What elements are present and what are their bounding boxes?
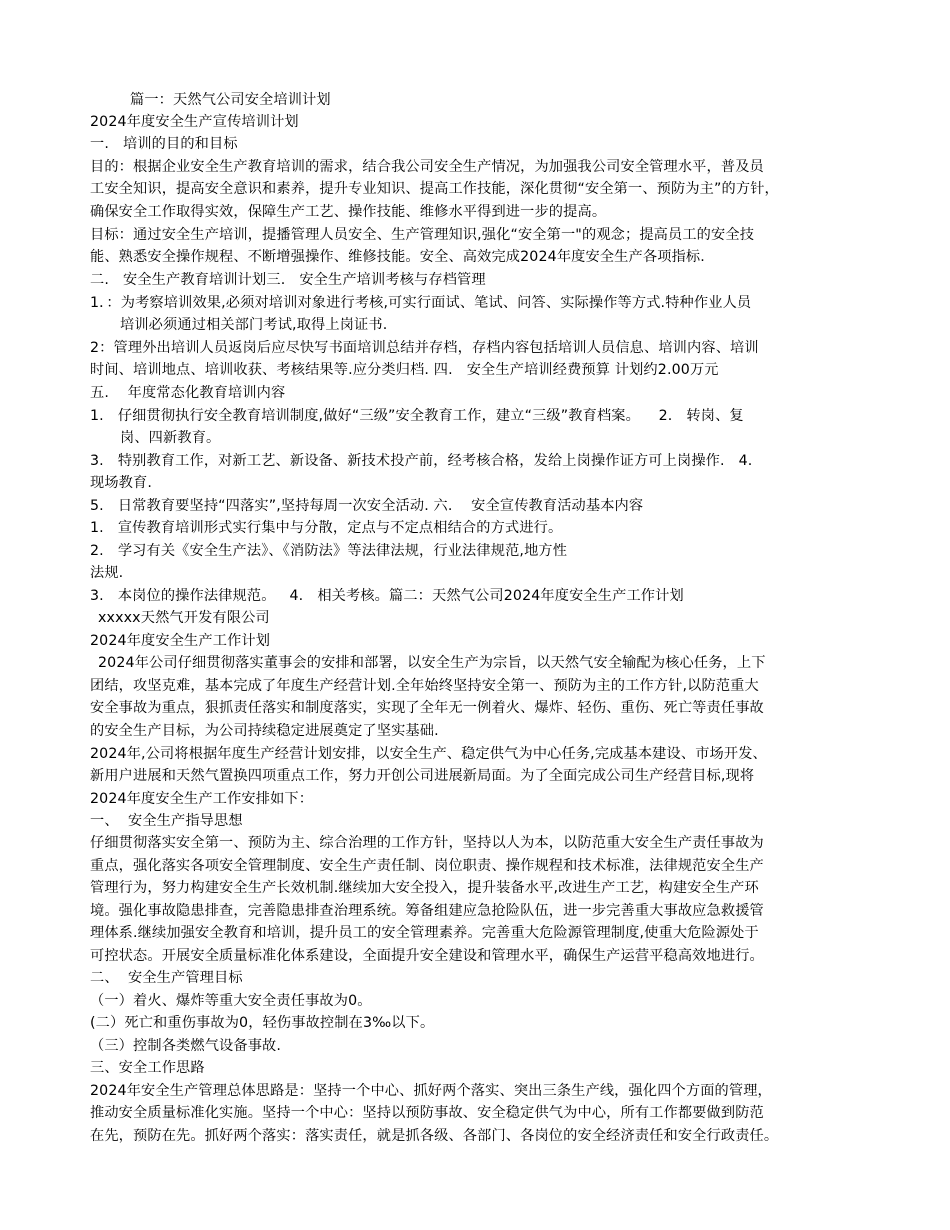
paragraph-line: 目的：根据企业安全生产教育培训的需求，结合我公司安全生产情况，为加强我公司安全管理水平，普及员 (90, 159, 764, 175)
paragraph-line: 工安全知识，提高安全意识和素养，提升专业知识、提高工作技能，深化贯彻“安全第一、预防为主”的方针， (90, 181, 779, 197)
paragraph-line: 目标：通过安全生产培训，提播管理人员安全、生产管理知识,强化“安全第一"的观念；提高员工的安全技 (90, 227, 755, 243)
list-item: 3. 特别教育工作，对新工艺、新设备、新技术投产前，经考核合格，发给上岗操作证方可上岗操作. 4. (90, 453, 753, 469)
section-heading: 五. 年度常态化教育培训内容 (90, 385, 286, 401)
paragraph-line: 推动安全质量标准化实施。坚持一个中心：坚持以预防事故、安全稳定供气为中心，所有工作都要做到防范 (90, 1105, 764, 1121)
list-item: 1. 宣传教育培训形式实行集中与分散，定点与不定点相结合的方式进行。 (90, 520, 563, 536)
section-heading: 二、 安全生产管理目标 (90, 970, 243, 986)
list-item-continuation: 法规. (90, 565, 124, 581)
paragraph-line: 管理行为，努力构建安全生产长效机制.继续加大安全投入，提升装备水平,改进生产工艺，构建安全生产环 (90, 880, 759, 896)
list-item-continuation: 时间、培训地点、培训收获、考核结果等.应分类归档. 四. 安全生产培训经费预算 计划约2.00万元 (90, 362, 719, 378)
paragraph-line: 2024年度安全生产工作安排如下： (90, 791, 314, 807)
list-item-continuation: 现场教育. (90, 475, 153, 491)
paragraph-line: 团结，攻坚克难，基本完成了年度生产经营计划.全年始终坚持安全第一、预防为主的工作方针,以防范重大 (90, 678, 759, 694)
list-item: 3. 本岗位的操作法律规范。 4. 相关考核。篇二：天然气公司2024年度安全生产工作计划 (90, 588, 684, 604)
list-item: 5. 日常教育要坚持“四落实”,坚持每周一次安全活动. 六. 安全宣传教育活动基本内容 (90, 498, 644, 514)
list-item: 2：管理外出培训人员返岗后应尽快写书面培训总结并存档，存档内容包括培训人员信息、培训内容、培训 (90, 340, 759, 356)
paragraph-line: 在先，预防在先。抓好两个落实：落实责任，就是抓各级、各部门、各岗位的安全经济责任和安全行政责任。 (90, 1128, 779, 1144)
paragraph-line: 新用户进展和天然气置换四项重点工作，努力开创公司进展新局面。为了全面完成公司生产经营目标,现将 (90, 768, 755, 784)
list-item-continuation: 培训必须通过相关部门考试,取得上岗证书. (120, 317, 388, 333)
paragraph-line: 重点，强化落实各项安全管理制度、安全生产责任制、岗位职责、操作规程和技术标准，法律规范安全生产 (90, 858, 764, 874)
list-item-continuation: 岗、四新教育。 (120, 430, 221, 446)
paragraph-line: 安全事故为重点，狠抓责任落实和制度落实，实现了全年无一例着火、爆炸、轻伤、重伤、死亡等责任事故 (90, 700, 764, 716)
paragraph-line: 仔细贯彻落实安全第一、预防为主、综合治理的工作方针，坚持以人为本，以防范重大安全生产责任事故为 (90, 835, 764, 851)
section-heading: 一. 培训的目的和目标 (90, 136, 238, 152)
paragraph-line: 2024年公司仔细贯彻落实董事会的安排和部署，以安全生产为宗旨，以天然气安全输配为核心任务，上下 (98, 655, 766, 671)
section-heading-part-one: 篇一：天然气公司安全培训计划 (130, 92, 331, 108)
paragraph-line: 2024年安全生产管理总体思路是：坚持一个中心、抓好两个落实、突出三条生产线，强化四个方面的管理， (90, 1083, 772, 1099)
paragraph-line: 可控状态。开展安全质量标准化体系建设，全面提升安全建设和管理水平，确保生产运营平稳高效地进行。 (90, 948, 764, 964)
list-item: 2. 学习有关《安全生产法》、《消防法》等法律法规，行业法律规范,地方性 (90, 543, 568, 559)
list-item: (二）死亡和重伤事故为0，轻伤事故控制在3‰以下。 (90, 1015, 435, 1031)
list-item: 1．：为考察培训效果,必须对培训对象进行考核,可实行面试、笔试、问答、实际操作等方式.特种作业人员 (90, 295, 752, 311)
paragraph-line: 2024年,公司将根据年度生产经营计划安排，以安全生产、稳定供气为中心任务,完成基本建设、市场开发、 (90, 746, 767, 762)
paragraph-line: 境。强化事故隐患排查，完善隐患排查治理系统。筹备组建应急抢险队伍，进一步完善重大事故应急救援管 (90, 903, 764, 919)
section-heading: 三、安全工作思路 (90, 1060, 205, 1076)
list-item: 1. 仔细贯彻执行安全教育培训制度,做好“三级”安全教育工作，建立“三级”教育档案。 2. 转岗、复 (90, 408, 744, 424)
paragraph-line: 理体系.继续加强安全教育和培训，提升员工的安全管理素养。完善重大危险源管理制度,使重大危险源处于 (90, 925, 759, 941)
company-name: xxxxx天然气开发有限公司 (98, 610, 270, 626)
doc-title-training-plan: 2024年度安全生产宣传培训计划 (90, 114, 299, 130)
paragraph-line: 能、熟悉安全操作规程、不断增强操作、维修技能。安全、高效完成2024年度安全生产各项指标. (90, 249, 705, 265)
list-item: （三）控制各类燃气设备事故. (90, 1038, 282, 1054)
section-heading: 二. 安全生产教育培训计划三. 安全生产培训考核与存档管理 (90, 272, 486, 288)
section-heading: 一、 安全生产指导思想 (90, 813, 243, 829)
doc-title-work-plan: 2024年度安全生产工作计划 (90, 633, 271, 649)
paragraph-line: 确保安全工作取得实效，保障生产工艺、操作技能、维修水平得到进一步的提高。 (90, 204, 607, 220)
paragraph-line: 的安全生产目标，为公司持续稳定进展奠定了坚实基础. (90, 723, 439, 739)
list-item: （一）着火、爆炸等重大安全责任事故为0。 (90, 993, 372, 1009)
